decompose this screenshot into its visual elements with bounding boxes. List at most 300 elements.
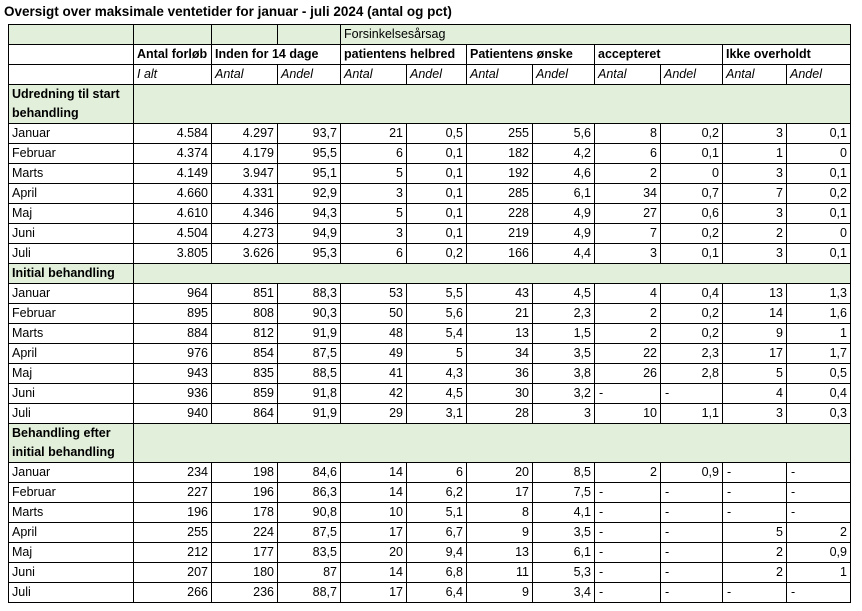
table-row	[9, 244, 851, 264]
value-cell: 2,8	[661, 364, 723, 384]
value-cell: 87,5	[278, 523, 341, 543]
value-cell: 4,3	[407, 364, 467, 384]
value-cell: 3,5	[533, 344, 595, 364]
value-cell: 0,2	[661, 224, 723, 244]
value-cell: 41	[341, 364, 407, 384]
empty-value-cell	[595, 543, 661, 563]
value-cell: 17	[341, 583, 407, 603]
table-row	[9, 404, 851, 424]
value-cell: 4,9	[533, 224, 595, 244]
table-body	[9, 25, 851, 603]
month-cell: Januar	[9, 463, 134, 483]
dash-mark: -	[599, 386, 604, 400]
section-label: Initial behandling	[9, 264, 134, 284]
value-cell: 30	[467, 384, 533, 404]
value-cell: 90,3	[278, 304, 341, 324]
dash-mark: -	[599, 585, 604, 599]
value-cell: 1,6	[787, 304, 851, 324]
empty-value-cell	[723, 503, 787, 523]
dash-mark: -	[599, 565, 604, 579]
value-cell: 4,2	[533, 144, 595, 164]
value-cell: 4.584	[134, 124, 212, 144]
empty-value-cell	[595, 503, 661, 523]
group-header-forsinkelsesaarsag: Forsinkelsesårsag	[341, 25, 851, 45]
value-cell: 864	[212, 404, 278, 424]
value-cell: 5,6	[533, 124, 595, 144]
dash-mark: -	[599, 485, 604, 499]
month-cell: Marts	[9, 324, 134, 344]
value-cell: 1,1	[661, 404, 723, 424]
value-cell: 5	[723, 523, 787, 543]
month-cell: Juli	[9, 583, 134, 603]
value-cell: 1	[723, 144, 787, 164]
value-cell: 851	[212, 284, 278, 304]
header-empty-cell	[9, 25, 134, 45]
value-cell: 0,1	[787, 124, 851, 144]
subcolumn-header: Antal	[212, 65, 278, 85]
dash-mark: -	[665, 386, 670, 400]
value-cell: 3	[595, 244, 661, 264]
value-cell: 198	[212, 463, 278, 483]
value-cell: 0,1	[787, 164, 851, 184]
value-cell: 812	[212, 324, 278, 344]
value-cell: 5	[723, 364, 787, 384]
month-cell: Januar	[9, 284, 134, 304]
value-cell: 91,9	[278, 324, 341, 344]
value-cell: 2	[595, 324, 661, 344]
month-cell: Juni	[9, 384, 134, 404]
table-row	[9, 204, 851, 224]
value-cell: 9	[467, 523, 533, 543]
empty-value-cell	[595, 523, 661, 543]
header-empty-cell	[9, 45, 134, 65]
value-cell: 5,1	[407, 503, 467, 523]
dash-mark: -	[599, 525, 604, 539]
value-cell: 94,3	[278, 204, 341, 224]
value-cell: 1	[787, 563, 851, 583]
value-cell: 11	[467, 563, 533, 583]
value-cell: 6,4	[407, 583, 467, 603]
table-row	[9, 583, 851, 603]
value-cell: 91,9	[278, 404, 341, 424]
dash-mark: -	[665, 525, 670, 539]
header-row-group	[9, 25, 851, 45]
table-row	[9, 184, 851, 204]
value-cell: 2	[723, 563, 787, 583]
value-cell: 36	[467, 364, 533, 384]
value-cell: 0,1	[787, 204, 851, 224]
value-cell: 9,4	[407, 543, 467, 563]
table-row	[9, 503, 851, 523]
value-cell: 4.610	[134, 204, 212, 224]
dash-mark: -	[599, 505, 604, 519]
value-cell: 95,3	[278, 244, 341, 264]
dash-mark: -	[665, 585, 670, 599]
value-cell: 9	[723, 324, 787, 344]
value-cell: 87	[278, 563, 341, 583]
value-cell: 3	[723, 404, 787, 424]
empty-value-cell	[661, 503, 723, 523]
value-cell: 92,9	[278, 184, 341, 204]
value-cell: 0,2	[787, 184, 851, 204]
value-cell: 4.346	[212, 204, 278, 224]
value-cell: 182	[467, 144, 533, 164]
value-cell: 3.626	[212, 244, 278, 264]
value-cell: 224	[212, 523, 278, 543]
value-cell: 14	[341, 483, 407, 503]
value-cell: 3,4	[533, 583, 595, 603]
value-cell: 4.297	[212, 124, 278, 144]
value-cell: 10	[341, 503, 407, 523]
value-cell: 3	[341, 224, 407, 244]
section-fill	[134, 85, 851, 124]
value-cell: 4.374	[134, 144, 212, 164]
value-cell: 3	[723, 204, 787, 224]
value-cell: 0	[661, 164, 723, 184]
value-cell: 22	[595, 344, 661, 364]
empty-value-cell	[661, 563, 723, 583]
month-cell: Februar	[9, 144, 134, 164]
value-cell: 8	[467, 503, 533, 523]
value-cell: 3	[533, 404, 595, 424]
value-cell: 2	[595, 304, 661, 324]
month-cell: Marts	[9, 164, 134, 184]
value-cell: 1,3	[787, 284, 851, 304]
table-row	[9, 144, 851, 164]
value-cell: 1	[787, 324, 851, 344]
value-cell: 5,5	[407, 284, 467, 304]
table-row	[9, 563, 851, 583]
table-row	[9, 324, 851, 344]
value-cell: 5,3	[533, 563, 595, 583]
table-row	[9, 124, 851, 144]
value-cell: 0,1	[407, 224, 467, 244]
value-cell: 50	[341, 304, 407, 324]
value-cell: 5,6	[407, 304, 467, 324]
value-cell: 177	[212, 543, 278, 563]
value-cell: 0,1	[407, 204, 467, 224]
value-cell: 86,3	[278, 483, 341, 503]
month-cell: Maj	[9, 204, 134, 224]
value-cell: 4	[595, 284, 661, 304]
value-cell: 4	[723, 384, 787, 404]
dash-mark: -	[791, 585, 796, 599]
value-cell: 2	[723, 224, 787, 244]
value-cell: 3	[341, 184, 407, 204]
value-cell: 14	[723, 304, 787, 324]
value-cell: 4.273	[212, 224, 278, 244]
value-cell: 0,4	[661, 284, 723, 304]
value-cell: 91,8	[278, 384, 341, 404]
value-cell: 0,7	[661, 184, 723, 204]
header-row-subcolumns	[9, 65, 851, 85]
value-cell: 943	[134, 364, 212, 384]
empty-value-cell	[787, 463, 851, 483]
value-cell: 6	[341, 144, 407, 164]
value-cell: 0,1	[407, 144, 467, 164]
value-cell: 5	[341, 164, 407, 184]
column-header: Ikke overholdt	[723, 45, 851, 65]
value-cell: 0,1	[787, 244, 851, 264]
value-cell: 1,7	[787, 344, 851, 364]
empty-value-cell	[787, 583, 851, 603]
value-cell: 285	[467, 184, 533, 204]
value-cell: 7	[723, 184, 787, 204]
value-cell: 859	[212, 384, 278, 404]
empty-value-cell	[661, 523, 723, 543]
value-cell: 0,4	[787, 384, 851, 404]
value-cell: 212	[134, 543, 212, 563]
section-fill	[134, 264, 851, 284]
column-header: Antal forløb	[134, 45, 212, 65]
value-cell: 3.805	[134, 244, 212, 264]
value-cell: 8	[595, 124, 661, 144]
value-cell: 43	[467, 284, 533, 304]
value-cell: 6,7	[407, 523, 467, 543]
value-cell: 4.504	[134, 224, 212, 244]
section-header-row	[9, 85, 851, 124]
value-cell: 5	[407, 344, 467, 364]
subcolumn-header: Antal	[467, 65, 533, 85]
value-cell: 964	[134, 284, 212, 304]
dash-mark: -	[727, 585, 732, 599]
value-cell: 3	[723, 244, 787, 264]
value-cell: 95,5	[278, 144, 341, 164]
table-row	[9, 224, 851, 244]
dash-mark: -	[727, 465, 732, 479]
value-cell: 884	[134, 324, 212, 344]
column-header: Inden for 14 dage	[212, 45, 341, 65]
table-row	[9, 164, 851, 184]
column-header: patientens helbred	[341, 45, 467, 65]
value-cell: 192	[467, 164, 533, 184]
table-row	[9, 304, 851, 324]
value-cell: 0,2	[661, 304, 723, 324]
value-cell: 0	[787, 144, 851, 164]
month-cell: Februar	[9, 483, 134, 503]
value-cell: 3,2	[533, 384, 595, 404]
value-cell: 7,5	[533, 483, 595, 503]
value-cell: 0,2	[661, 124, 723, 144]
value-cell: 3	[723, 124, 787, 144]
value-cell: 10	[595, 404, 661, 424]
value-cell: 21	[467, 304, 533, 324]
section-header-row	[9, 424, 851, 463]
value-cell: 835	[212, 364, 278, 384]
value-cell: 14	[341, 563, 407, 583]
column-header: Patientens ønske	[467, 45, 595, 65]
value-cell: 6	[595, 144, 661, 164]
value-cell: 88,5	[278, 364, 341, 384]
value-cell: 5	[341, 204, 407, 224]
value-cell: 3,1	[407, 404, 467, 424]
value-cell: 266	[134, 583, 212, 603]
value-cell: 13	[467, 324, 533, 344]
month-cell: April	[9, 184, 134, 204]
value-cell: 0,9	[661, 463, 723, 483]
value-cell: 28	[467, 404, 533, 424]
empty-value-cell	[723, 583, 787, 603]
empty-value-cell	[595, 483, 661, 503]
value-cell: 13	[723, 284, 787, 304]
value-cell: 0,1	[407, 184, 467, 204]
value-cell: 34	[467, 344, 533, 364]
value-cell: 854	[212, 344, 278, 364]
subcolumn-header: Andel	[661, 65, 723, 85]
month-cell: Juli	[9, 404, 134, 424]
table-row	[9, 523, 851, 543]
empty-value-cell	[787, 503, 851, 523]
value-cell: 180	[212, 563, 278, 583]
header-empty-cell	[278, 25, 341, 45]
empty-value-cell	[661, 483, 723, 503]
month-cell: April	[9, 523, 134, 543]
subcolumn-header: I alt	[134, 65, 212, 85]
value-cell: 976	[134, 344, 212, 364]
table-row	[9, 284, 851, 304]
value-cell: 90,8	[278, 503, 341, 523]
empty-value-cell	[661, 543, 723, 563]
value-cell: 14	[341, 463, 407, 483]
section-header-row	[9, 264, 851, 284]
value-cell: 49	[341, 344, 407, 364]
value-cell: 94,9	[278, 224, 341, 244]
value-cell: 53	[341, 284, 407, 304]
value-cell: 3.947	[212, 164, 278, 184]
empty-value-cell	[787, 483, 851, 503]
month-cell: Marts	[9, 503, 134, 523]
empty-value-cell	[595, 384, 661, 404]
month-cell: Juli	[9, 244, 134, 264]
value-cell: 3,5	[533, 523, 595, 543]
month-cell: Maj	[9, 364, 134, 384]
value-cell: 0,2	[661, 324, 723, 344]
value-cell: 5,4	[407, 324, 467, 344]
value-cell: 166	[467, 244, 533, 264]
value-cell: 95,1	[278, 164, 341, 184]
value-cell: 196	[134, 503, 212, 523]
subcolumn-header: Antal	[595, 65, 661, 85]
month-cell: Juni	[9, 563, 134, 583]
table-row	[9, 483, 851, 503]
value-cell: 6,1	[533, 184, 595, 204]
value-cell: 9	[467, 583, 533, 603]
value-cell: 20	[467, 463, 533, 483]
value-cell: 8,5	[533, 463, 595, 483]
value-cell: 4,9	[533, 204, 595, 224]
value-cell: 17	[467, 483, 533, 503]
subcolumn-header: Andel	[278, 65, 341, 85]
value-cell: 17	[341, 523, 407, 543]
value-cell: 4.179	[212, 144, 278, 164]
value-cell: 4.149	[134, 164, 212, 184]
value-cell: 88,7	[278, 583, 341, 603]
empty-value-cell	[595, 563, 661, 583]
subcolumn-header: Andel	[787, 65, 851, 85]
value-cell: 17	[723, 344, 787, 364]
dash-mark: -	[791, 485, 796, 499]
value-cell: 2,3	[661, 344, 723, 364]
table-row	[9, 344, 851, 364]
value-cell: 4.331	[212, 184, 278, 204]
value-cell: 0,9	[787, 543, 851, 563]
dash-mark: -	[727, 485, 732, 499]
value-cell: 1,5	[533, 324, 595, 344]
value-cell: 895	[134, 304, 212, 324]
value-cell: 93,7	[278, 124, 341, 144]
value-cell: 42	[341, 384, 407, 404]
section-label: Udredning til start behandling	[9, 85, 134, 124]
value-cell: 255	[134, 523, 212, 543]
value-cell: 0,5	[787, 364, 851, 384]
value-cell: 13	[467, 543, 533, 563]
section-label: Behandling efter initial behandling	[9, 424, 134, 463]
table-row	[9, 364, 851, 384]
month-cell: Februar	[9, 304, 134, 324]
value-cell: 2	[787, 523, 851, 543]
month-cell: Maj	[9, 543, 134, 563]
value-cell: 20	[341, 543, 407, 563]
value-cell: 0,5	[407, 124, 467, 144]
value-cell: 178	[212, 503, 278, 523]
value-cell: 940	[134, 404, 212, 424]
value-cell: 2	[723, 543, 787, 563]
value-cell: 4,5	[407, 384, 467, 404]
value-cell: 228	[467, 204, 533, 224]
value-cell: 84,6	[278, 463, 341, 483]
value-cell: 2	[595, 164, 661, 184]
subcolumn-header: Antal	[723, 65, 787, 85]
value-cell: 4,1	[533, 503, 595, 523]
value-cell: 196	[212, 483, 278, 503]
value-cell: 808	[212, 304, 278, 324]
value-cell: 6	[407, 463, 467, 483]
section-fill	[134, 424, 851, 463]
month-cell: Januar	[9, 124, 134, 144]
value-cell: 0,1	[407, 164, 467, 184]
header-empty-cell	[9, 65, 134, 85]
empty-value-cell	[723, 463, 787, 483]
dash-mark: -	[665, 545, 670, 559]
value-cell: 227	[134, 483, 212, 503]
value-cell: 936	[134, 384, 212, 404]
dash-mark: -	[791, 505, 796, 519]
value-cell: 27	[595, 204, 661, 224]
value-cell: 7	[595, 224, 661, 244]
value-cell: 0,2	[407, 244, 467, 264]
dash-mark: -	[665, 565, 670, 579]
value-cell: 0,6	[661, 204, 723, 224]
value-cell: 3	[723, 164, 787, 184]
header-empty-cell	[134, 25, 212, 45]
value-cell: 207	[134, 563, 212, 583]
value-cell: 21	[341, 124, 407, 144]
value-cell: 88,3	[278, 284, 341, 304]
value-cell: 6,2	[407, 483, 467, 503]
value-cell: 2,3	[533, 304, 595, 324]
value-cell: 4,5	[533, 284, 595, 304]
value-cell: 234	[134, 463, 212, 483]
header-empty-cell	[212, 25, 278, 45]
value-cell: 29	[341, 404, 407, 424]
dash-mark: -	[665, 485, 670, 499]
subcolumn-header: Antal	[341, 65, 407, 85]
waiting-time-table	[8, 24, 851, 603]
value-cell: 26	[595, 364, 661, 384]
dash-mark: -	[727, 505, 732, 519]
dash-mark: -	[599, 545, 604, 559]
empty-value-cell	[661, 583, 723, 603]
